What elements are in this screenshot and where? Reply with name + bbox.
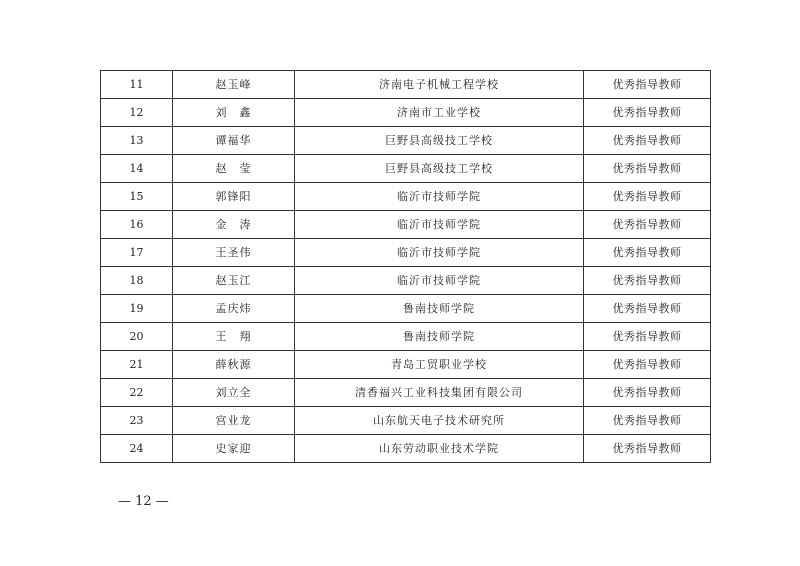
work-unit-cell: 鲁南技师学院 (295, 295, 584, 323)
work-unit-cell: 鲁南技师学院 (295, 323, 584, 351)
row-number-cell: 18 (101, 267, 173, 295)
table-row (101, 71, 711, 99)
table-row (101, 155, 711, 183)
award-title-cell: 优秀指导教师 (584, 99, 711, 127)
row-number-cell: 15 (101, 183, 173, 211)
table-row (101, 183, 711, 211)
work-unit-cell: 临沂市技师学院 (295, 239, 584, 267)
row-number-cell: 12 (101, 99, 173, 127)
teacher-name-cell: 郭锋阳 (173, 183, 295, 211)
work-unit-cell: 济南市工业学校 (295, 99, 584, 127)
page-number: — 12 — (118, 494, 169, 509)
work-unit-cell: 巨野县高级技工学校 (295, 155, 584, 183)
work-unit-cell: 山东航天电子技术研究所 (295, 407, 584, 435)
award-title-cell: 优秀指导教师 (584, 379, 711, 407)
teacher-name-cell: 赵玉江 (173, 267, 295, 295)
award-title-cell: 优秀指导教师 (584, 407, 711, 435)
row-number-cell: 21 (101, 351, 173, 379)
teacher-name-cell: 薛秋源 (173, 351, 295, 379)
work-unit-cell: 巨野县高级技工学校 (295, 127, 584, 155)
teacher-name-cell: 金 涛 (173, 211, 295, 239)
row-number-cell: 22 (101, 379, 173, 407)
award-title-cell: 优秀指导教师 (584, 183, 711, 211)
table-row (101, 267, 711, 295)
roster-table-body (101, 71, 711, 463)
row-number-cell: 23 (101, 407, 173, 435)
teacher-name-cell: 刘 鑫 (173, 99, 295, 127)
work-unit-cell: 清香福兴工业科技集团有限公司 (295, 379, 584, 407)
table-row (101, 211, 711, 239)
award-title-cell: 优秀指导教师 (584, 295, 711, 323)
award-title-cell: 优秀指导教师 (584, 71, 711, 99)
row-number-cell: 13 (101, 127, 173, 155)
table-row (101, 239, 711, 267)
work-unit-cell: 济南电子机械工程学校 (295, 71, 584, 99)
row-number-cell: 17 (101, 239, 173, 267)
work-unit-cell: 临沂市技师学院 (295, 267, 584, 295)
teacher-name-cell: 王圣伟 (173, 239, 295, 267)
teacher-name-cell: 宫业龙 (173, 407, 295, 435)
teacher-name-cell: 谭福华 (173, 127, 295, 155)
row-number-cell: 11 (101, 71, 173, 99)
work-unit-cell: 山东劳动职业技术学院 (295, 435, 584, 463)
award-roster-table (100, 70, 711, 463)
teacher-name-cell: 史家迎 (173, 435, 295, 463)
table-row (101, 407, 711, 435)
row-number-cell: 19 (101, 295, 173, 323)
teacher-name-cell: 刘立全 (173, 379, 295, 407)
work-unit-cell: 临沂市技师学院 (295, 211, 584, 239)
table-row (101, 435, 711, 463)
row-number-cell: 24 (101, 435, 173, 463)
teacher-name-cell: 王 翔 (173, 323, 295, 351)
award-title-cell: 优秀指导教师 (584, 267, 711, 295)
teacher-name-cell: 赵 莹 (173, 155, 295, 183)
table-row (101, 295, 711, 323)
award-title-cell: 优秀指导教师 (584, 155, 711, 183)
award-title-cell: 优秀指导教师 (584, 323, 711, 351)
table-row (101, 323, 711, 351)
teacher-name-cell: 赵玉峰 (173, 71, 295, 99)
table-row (101, 127, 711, 155)
award-title-cell: 优秀指导教师 (584, 435, 711, 463)
work-unit-cell: 青岛工贸职业学校 (295, 351, 584, 379)
teacher-name-cell: 孟庆炜 (173, 295, 295, 323)
table-row (101, 379, 711, 407)
row-number-cell: 16 (101, 211, 173, 239)
table-row (101, 99, 711, 127)
row-number-cell: 20 (101, 323, 173, 351)
award-title-cell: 优秀指导教师 (584, 127, 711, 155)
row-number-cell: 14 (101, 155, 173, 183)
award-title-cell: 优秀指导教师 (584, 239, 711, 267)
award-title-cell: 优秀指导教师 (584, 351, 711, 379)
table-row (101, 351, 711, 379)
award-title-cell: 优秀指导教师 (584, 211, 711, 239)
work-unit-cell: 临沂市技师学院 (295, 183, 584, 211)
